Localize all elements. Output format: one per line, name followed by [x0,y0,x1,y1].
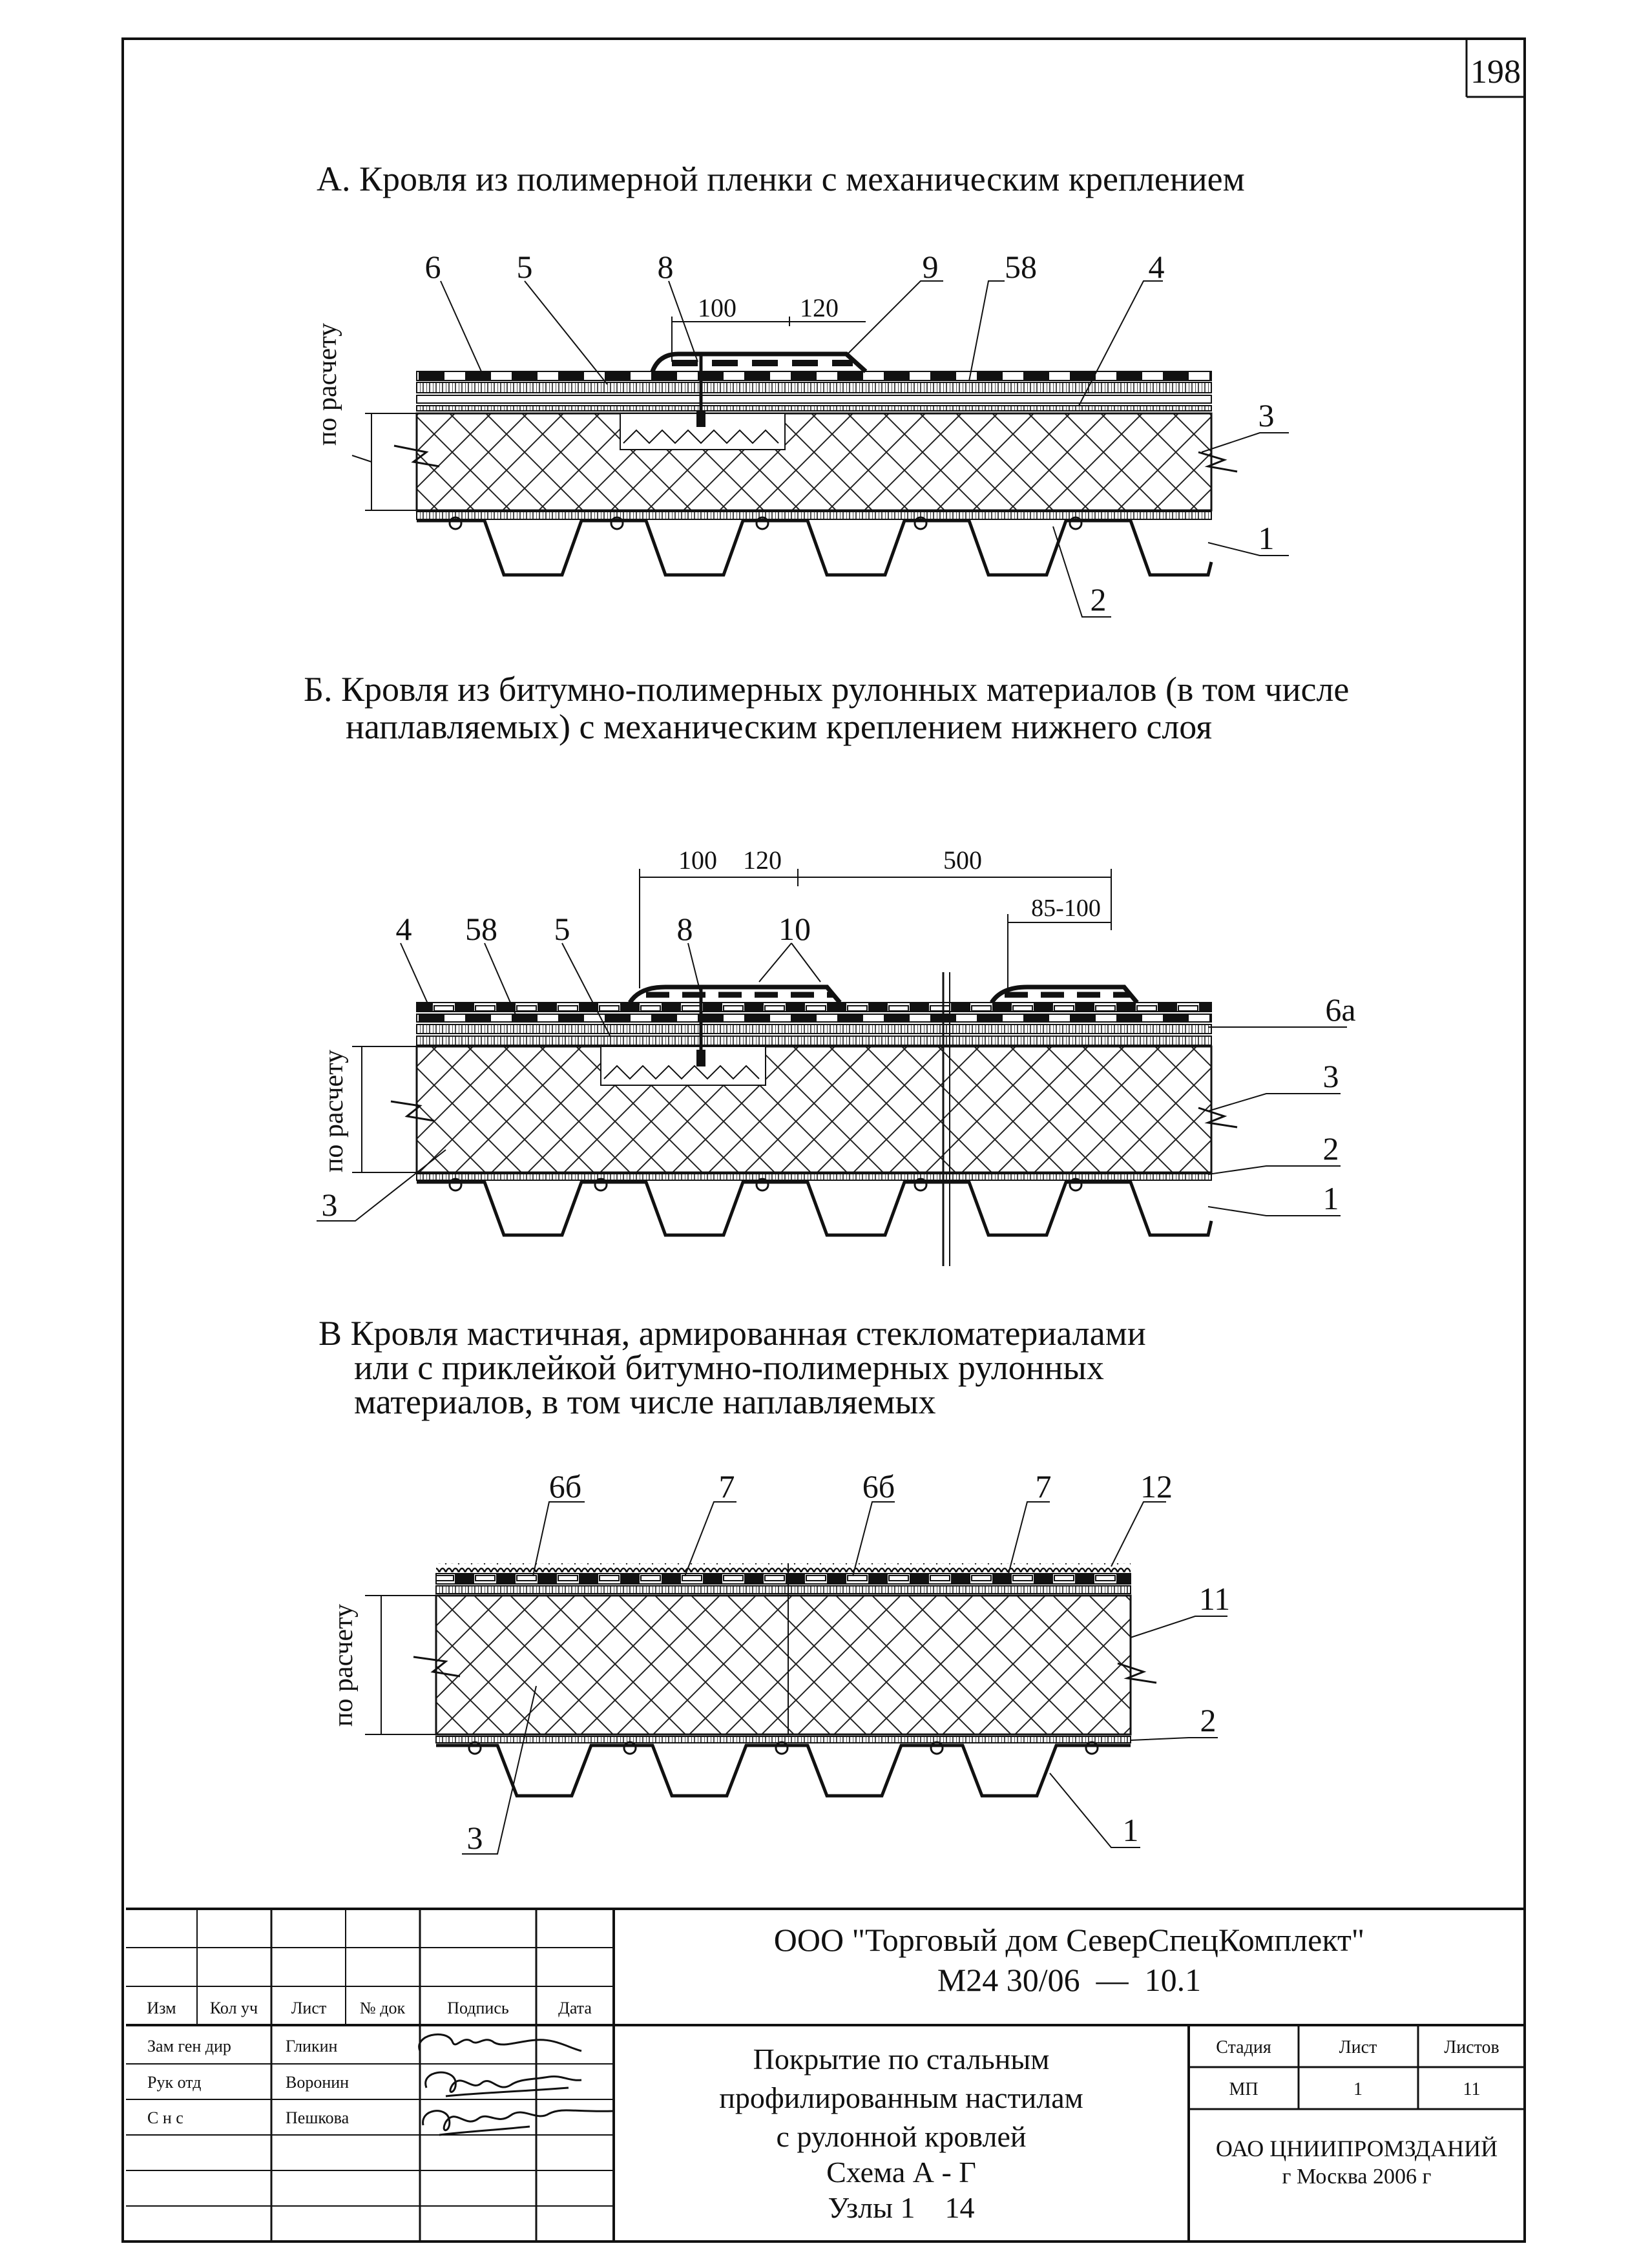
section-v-title-line-3: материалов, в том числе наплавляемых [354,1382,936,1421]
header-kol-uch: Кол уч [209,1999,258,2017]
section-b-title-line-2: наплавляемых) с механическим креплением нижнего слоя [346,707,1213,746]
sheets-value: 11 [1463,2079,1481,2099]
institute-city-year: г Москва 2006 г [1282,2165,1432,2189]
staff-role-2: Рук отд [147,2073,202,2092]
section-b-dim-100: 100 [678,846,717,875]
header-izm: Изм [147,1999,176,2017]
section-b-dim-85-100: 85-100 [1031,895,1101,922]
section-v-callout-3: 3 [466,1820,483,1856]
section-v-callout-12: 12 [1140,1468,1173,1504]
section-v-diagram [365,1502,1227,1854]
section-b-callout-58: 58 [465,911,497,947]
section-a-title: А. Кровля из полимерной пленки с механическим креплением [317,160,1245,198]
section-a-callout-58: 58 [1005,249,1037,285]
section-b-title-line-1: Б. Кровля из битумно-полимерных рулонных материалов (в том числе [304,670,1350,709]
section-a-callout-1: 1 [1258,520,1275,556]
section-a-callout-8: 8 [657,249,674,285]
staff-name-2: Воронин [286,2073,350,2092]
section-a-side-label: по расчету [313,323,342,446]
section-a-dim-120: 120 [800,293,839,322]
header-list: Лист [291,1999,327,2017]
header-date: Дата [558,1999,592,2017]
staff-role-1: Зам ген дир [147,2037,231,2055]
signature-1 [419,2034,581,2051]
sheet-header: Лист [1339,2037,1377,2057]
section-v-side-label: по расчету [329,1604,359,1727]
section-v-callout-6b: 6б [548,1468,582,1504]
section-v-title-line-1: В Кровля мастичная, армированная стекломатериалами [319,1314,1146,1353]
section-a-dim-100: 100 [698,293,736,322]
staff-role-3: С н с [147,2108,183,2127]
section-v-callout-11: 11 [1198,1581,1231,1617]
section-b-callout-2: 2 [1322,1130,1339,1167]
section-b-callout-10: 10 [778,911,811,947]
section-a-callout-2: 2 [1090,581,1107,618]
section-b-side-label: по расчету [319,1050,349,1172]
section-b-callout-8: 8 [676,911,693,947]
section-b-callout-5: 5 [554,911,570,947]
section-a-callout-3: 3 [1258,397,1275,433]
sheet-value: 1 [1353,2079,1363,2099]
section-v-callout-7-2: 7 [1035,1468,1052,1504]
stage-header: Стадия [1216,2037,1271,2057]
section-a-diagram [352,281,1289,617]
section-b-callout-3: 3 [1322,1058,1339,1094]
signature-3 [423,2110,614,2135]
stage-value: МП [1229,2079,1258,2099]
institute-name: ОАО ЦНИИПРОМЗДАНИЙ [1215,2136,1498,2161]
header-signature: Подпись [447,1999,509,2017]
description-line-2: профилированным настилам [719,2081,1083,2114]
staff-name-1: Гликин [286,2037,338,2055]
section-a-callout-5: 5 [516,249,533,285]
section-b-callout-6a: 6а [1325,992,1356,1028]
section-a-callout-9: 9 [922,249,939,285]
section-b-dim-500: 500 [943,846,982,875]
section-v-callout-2: 2 [1200,1702,1217,1738]
section-b-callout-1: 1 [1322,1180,1339,1216]
section-b-dim-120: 120 [743,846,782,875]
page-number: 198 [1470,54,1521,90]
section-v-callout-6b-2: 6б [862,1468,895,1504]
description-line-1: Покрытие по стальным [753,2043,1050,2076]
section-b-callout-4: 4 [395,911,412,947]
signature-2 [426,2072,581,2096]
description-line-5: Узлы 1 14 [828,2191,975,2224]
section-a-callout-6: 6 [424,249,441,285]
sheets-header: Листов [1444,2037,1499,2057]
section-v-callout-1: 1 [1122,1812,1139,1848]
staff-name-3: Пешкова [286,2108,350,2127]
section-v-callout-7: 7 [718,1468,735,1504]
document-code: М24 30/06 — 10.1 [937,1962,1202,1998]
header-doc-no: № док [359,1999,406,2017]
description-line-3: с рулонной кровлей [776,2120,1027,2153]
description-line-4: Схема А - Г [826,2156,976,2189]
organization-name: ООО "Торговый дом СеверСпецКомплект" [773,1922,1365,1958]
section-v-title-line-2: или с приклейкой битумно-полимерных рулонных [354,1348,1104,1387]
section-a-callout-4: 4 [1148,249,1165,285]
section-b-callout-3-left: 3 [321,1187,338,1223]
